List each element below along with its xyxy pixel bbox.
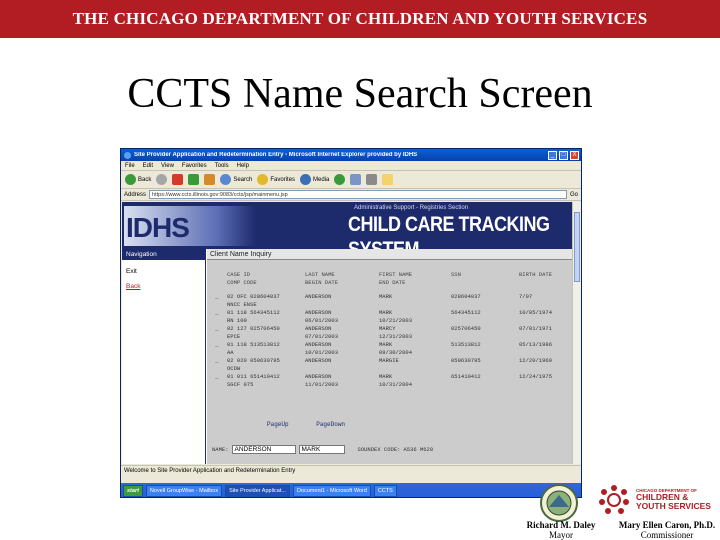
- vertical-scrollbar[interactable]: [572, 202, 581, 464]
- page-down-link[interactable]: PageDown: [316, 421, 346, 428]
- table-row-detail: SGCF 075 11/01/2003 10/31/2004: [227, 381, 413, 388]
- last-name-input[interactable]: ANDERSON: [232, 445, 296, 454]
- search-icon: [220, 174, 231, 185]
- inquiry-title: Client Name Inquiry: [207, 249, 572, 260]
- history-icon: [334, 174, 345, 185]
- folder-icon: [382, 174, 393, 185]
- minimize-button[interactable]: _: [548, 151, 557, 160]
- mayor-title: Mayor: [549, 530, 573, 540]
- select-marker[interactable]: _: [215, 341, 219, 348]
- media-icon: [300, 174, 311, 185]
- edit-button[interactable]: [382, 174, 393, 185]
- table-row[interactable]: _ 02 127 025706450 ANDERSON MARCY 025706450 07/01/1971: [215, 325, 553, 332]
- table-row-detail: NNCC ENSE: [227, 301, 257, 308]
- soundex-value: A536 M620: [403, 446, 434, 453]
- banner-title: THE CHICAGO DEPARTMENT OF CHILDREN AND YOUTH SERVICES: [72, 9, 648, 28]
- idhs-logo-text: IDHS: [126, 212, 189, 243]
- col-case-id: CASE ID: [227, 271, 251, 278]
- windows-taskbar: [121, 483, 581, 498]
- navigation-header: Navigation: [122, 249, 205, 260]
- close-button[interactable]: X: [570, 151, 579, 160]
- back-icon: [125, 174, 136, 185]
- table-row[interactable]: _ 01 118 513513812 ANDERSON MARK 513513812 05/13/1986: [215, 341, 553, 348]
- browser-toolbar: [121, 171, 581, 189]
- table-row-detail: EPCE 07/01/2003 12/31/2003: [227, 333, 413, 340]
- ccts-header: [122, 202, 572, 249]
- menu-favorites[interactable]: Favorites: [181, 162, 207, 169]
- forward-icon: [156, 174, 167, 185]
- city-seal-icon: [539, 483, 579, 523]
- col-first-name: FIRST NAME: [379, 271, 413, 278]
- media-button[interactable]: Media: [300, 174, 329, 185]
- mail-icon: [350, 174, 361, 185]
- history-button[interactable]: [334, 174, 345, 185]
- soundex-label: SOUNDEX CODE:: [357, 446, 401, 453]
- table-row[interactable]: _ 02 020 050630795 ANDERSON MARGIE 050630795 12/20/1969: [215, 357, 553, 364]
- col-comp-code: COMP CODE: [227, 279, 257, 286]
- commissioner-title: Commissioner: [640, 530, 694, 540]
- go-button[interactable]: Go: [569, 191, 578, 198]
- home-button[interactable]: [204, 174, 215, 185]
- stop-icon: [172, 174, 183, 185]
- address-bar: [121, 189, 581, 201]
- dcys-wordmark: [636, 488, 720, 511]
- scrollbar-thumb[interactable]: [574, 212, 580, 282]
- menu-help[interactable]: Help: [236, 162, 249, 169]
- home-icon: [204, 174, 215, 185]
- table-row[interactable]: _ 01 011 651410412 ANDERSON MARK 651410412 12/24/1975: [215, 373, 553, 380]
- dcys-line1: CHILDREN &: [636, 492, 689, 502]
- table-row-detail: OCDW: [227, 365, 241, 372]
- select-marker[interactable]: _: [215, 293, 219, 300]
- menu-tools[interactable]: Tools: [214, 162, 229, 169]
- slide-title: CCTS Name Search Screen: [127, 71, 593, 117]
- browser-titlebar: [121, 149, 581, 161]
- system-title: CHILD CARE TRACKING: [348, 211, 550, 236]
- address-label: Address: [124, 191, 147, 198]
- taskbar-site-provider[interactable]: Site Provider Applicat...: [225, 485, 290, 497]
- menu-view[interactable]: View: [161, 162, 174, 169]
- print-button[interactable]: [366, 174, 377, 185]
- first-name-input[interactable]: MARK: [299, 445, 345, 454]
- table-row[interactable]: _ 01 118 564345112 ANDERSON MARK 564345112 10/05/1974: [215, 309, 553, 316]
- favorites-button[interactable]: Favorites: [257, 174, 295, 185]
- nav-exit-link[interactable]: Exit: [126, 268, 137, 275]
- refresh-button[interactable]: [188, 174, 199, 185]
- start-button[interactable]: start: [123, 485, 143, 497]
- forward-button[interactable]: [156, 174, 167, 185]
- inquiry-panel: [207, 249, 572, 464]
- table-row-detail: AA 10/01/2003 09/30/2004: [227, 349, 413, 356]
- back-button[interactable]: Back: [125, 174, 151, 185]
- col-birth-date: BIRTH DATE: [519, 271, 553, 278]
- select-marker[interactable]: _: [215, 357, 219, 364]
- menu-file[interactable]: File: [125, 162, 135, 169]
- select-marker[interactable]: _: [215, 373, 219, 380]
- page-up-link[interactable]: PageUp: [267, 421, 289, 428]
- nav-back-link[interactable]: Back: [126, 283, 141, 290]
- favorites-icon: [257, 174, 268, 185]
- select-marker[interactable]: _: [215, 325, 219, 332]
- refresh-icon: [188, 174, 199, 185]
- commissioner-signature: [614, 520, 720, 540]
- search-button[interactable]: Search: [220, 174, 252, 185]
- col-ssn: SSN: [451, 271, 461, 278]
- commissioner-name: Mary Ellen Caron, Ph.D.: [618, 520, 716, 530]
- table-subheader-row: [207, 279, 572, 287]
- mayor-name: Richard M. Daley: [526, 520, 596, 530]
- status-bar: Welcome to Site Provider Application and Redetermination Entry: [121, 465, 581, 477]
- mayor-signature: [526, 520, 596, 540]
- stop-button[interactable]: [172, 174, 183, 185]
- col-begin-date: BEGIN DATE: [305, 279, 339, 286]
- taskbar-word[interactable]: Document1 - Microsoft Word: [293, 485, 371, 497]
- table-row-detail: RN 100 06/01/2003 10/21/2003: [227, 317, 413, 324]
- dcys-logo-icon: [594, 480, 634, 520]
- print-icon: [366, 174, 377, 185]
- dcys-line2: YOUTH SERVICES: [636, 501, 711, 511]
- address-input[interactable]: https://www.ccts.illinois.gov:9083/ccts/jsp/mainmenu.jsp: [149, 190, 567, 199]
- name-label: NAME:: [212, 446, 229, 453]
- select-marker[interactable]: _: [215, 309, 219, 316]
- taskbar-groupwise[interactable]: Novell GroupWise - Mailbox: [146, 485, 222, 497]
- section-label: Administrative Support - Registries Section: [354, 205, 469, 211]
- pager: [267, 421, 369, 428]
- top-banner: [0, 0, 720, 38]
- table-header-row: [207, 271, 572, 279]
- name-search-row: [212, 445, 433, 454]
- window-title: Site Provider Application and Redetermination Entry - Microsoft Internet Explorer provided by IDHS: [134, 152, 418, 158]
- maximize-button[interactable]: □: [559, 151, 568, 160]
- col-end-date: END DATE: [379, 279, 406, 286]
- table-row[interactable]: _ 02 OFC 028604037 ANDERSON MARK 028604037 7/07: [215, 293, 533, 300]
- dcys-small-text: CHICAGO DEPARTMENT OF: [636, 488, 697, 493]
- menu-bar: [121, 161, 581, 171]
- taskbar-ccts[interactable]: CCTS: [374, 485, 397, 497]
- idhs-logo: [124, 206, 256, 246]
- navigation-panel: [122, 249, 206, 464]
- menu-edit[interactable]: Edit: [142, 162, 154, 169]
- col-last-name: LAST NAME: [305, 271, 335, 278]
- internet-explorer-icon: [124, 152, 131, 159]
- page-content: [122, 202, 572, 464]
- mail-button[interactable]: [350, 174, 361, 185]
- browser-window: [120, 148, 582, 498]
- results-table: [207, 271, 572, 389]
